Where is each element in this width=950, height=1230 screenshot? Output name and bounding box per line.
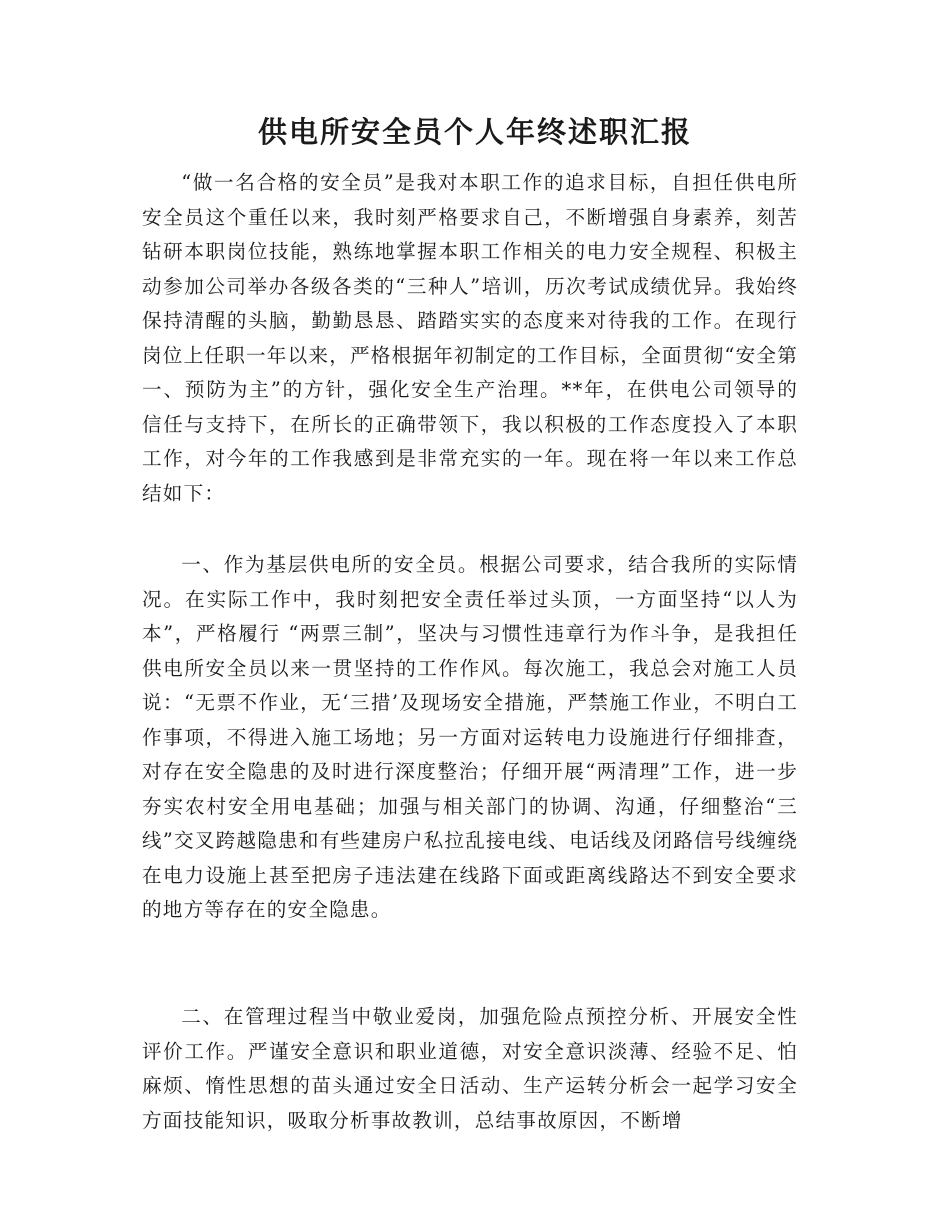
paragraph-section-one: 一、作为基层供电所的安全员。根据公司要求，结合我所的实际情况。在实际工作中，我时刻把安全责任举过头顶，一方面坚持“以人为本”，严格履行 “两票三制”，坚决与习惯性违章行为作斗争，是我担任供电所安全员以来一贯坚持的工作作风。每次施工，我总会对施工人员说：“无票不作业，无‘三措’及现场安全措施，严禁施工作业，不明白工作事项，不得进入施工场地；另一方面对运转电力设施进行仔细排查，对存在安全隐患的及时进行深度整治；仔细开展“两清理”工作，进一步夯实农村安全用电基础；加强与相关部门的协调、沟通，仔细整治“三线”交叉跨越隐患和有些建房户私拉乱接电线、电话线及闭路信号线缠绕在电力设施上甚至把房子违法建在线路下面或距离线路达不到安全要求的地方等存在的安全隐患。 [142,553,798,921]
paragraph-section-two: 二、在管理过程当中敬业爱岗，加强危险点预控分析、开展安全性评价工作。严谨安全意识和职业道德，对安全意识淡薄、经验不足、怕麻烦、惰性思想的苗头通过安全日活动、生产运转分析会一起学习安全方面技能知识，吸取分析事故教训，总结事故原因，不断增 [142,1005,798,1132]
paragraph-intro: “做一名合格的安全员”是我对本职工作的追求目标，自担任供电所安全员这个重任以来，我时刻严格要求自己，不断增强自身素养，刻苦钻研本职岗位技能，熟练地掌握本职工作相关的电力安全规程、积极主动参加公司举办各级各类的“三种人”培训，历次考试成绩优异。我始终保持清醒的头脑，勤勤恳恳、踏踏实实的态度来对待我的工作。在现行岗位上任职一年以来，严格根据年初制定的工作目标，全面贯彻“安全第一、预防为主”的方针，强化安全生产治理。**年，在供电公司领导的信任与支持下，在所长的正确带领下，我以积极的工作态度投入了本职工作，对今年的工作我感到是非常充实的一年。现在将一年以来工作总结如下： [142,171,798,505]
document-title: 供电所安全员个人年终述职汇报 [257,115,692,149]
